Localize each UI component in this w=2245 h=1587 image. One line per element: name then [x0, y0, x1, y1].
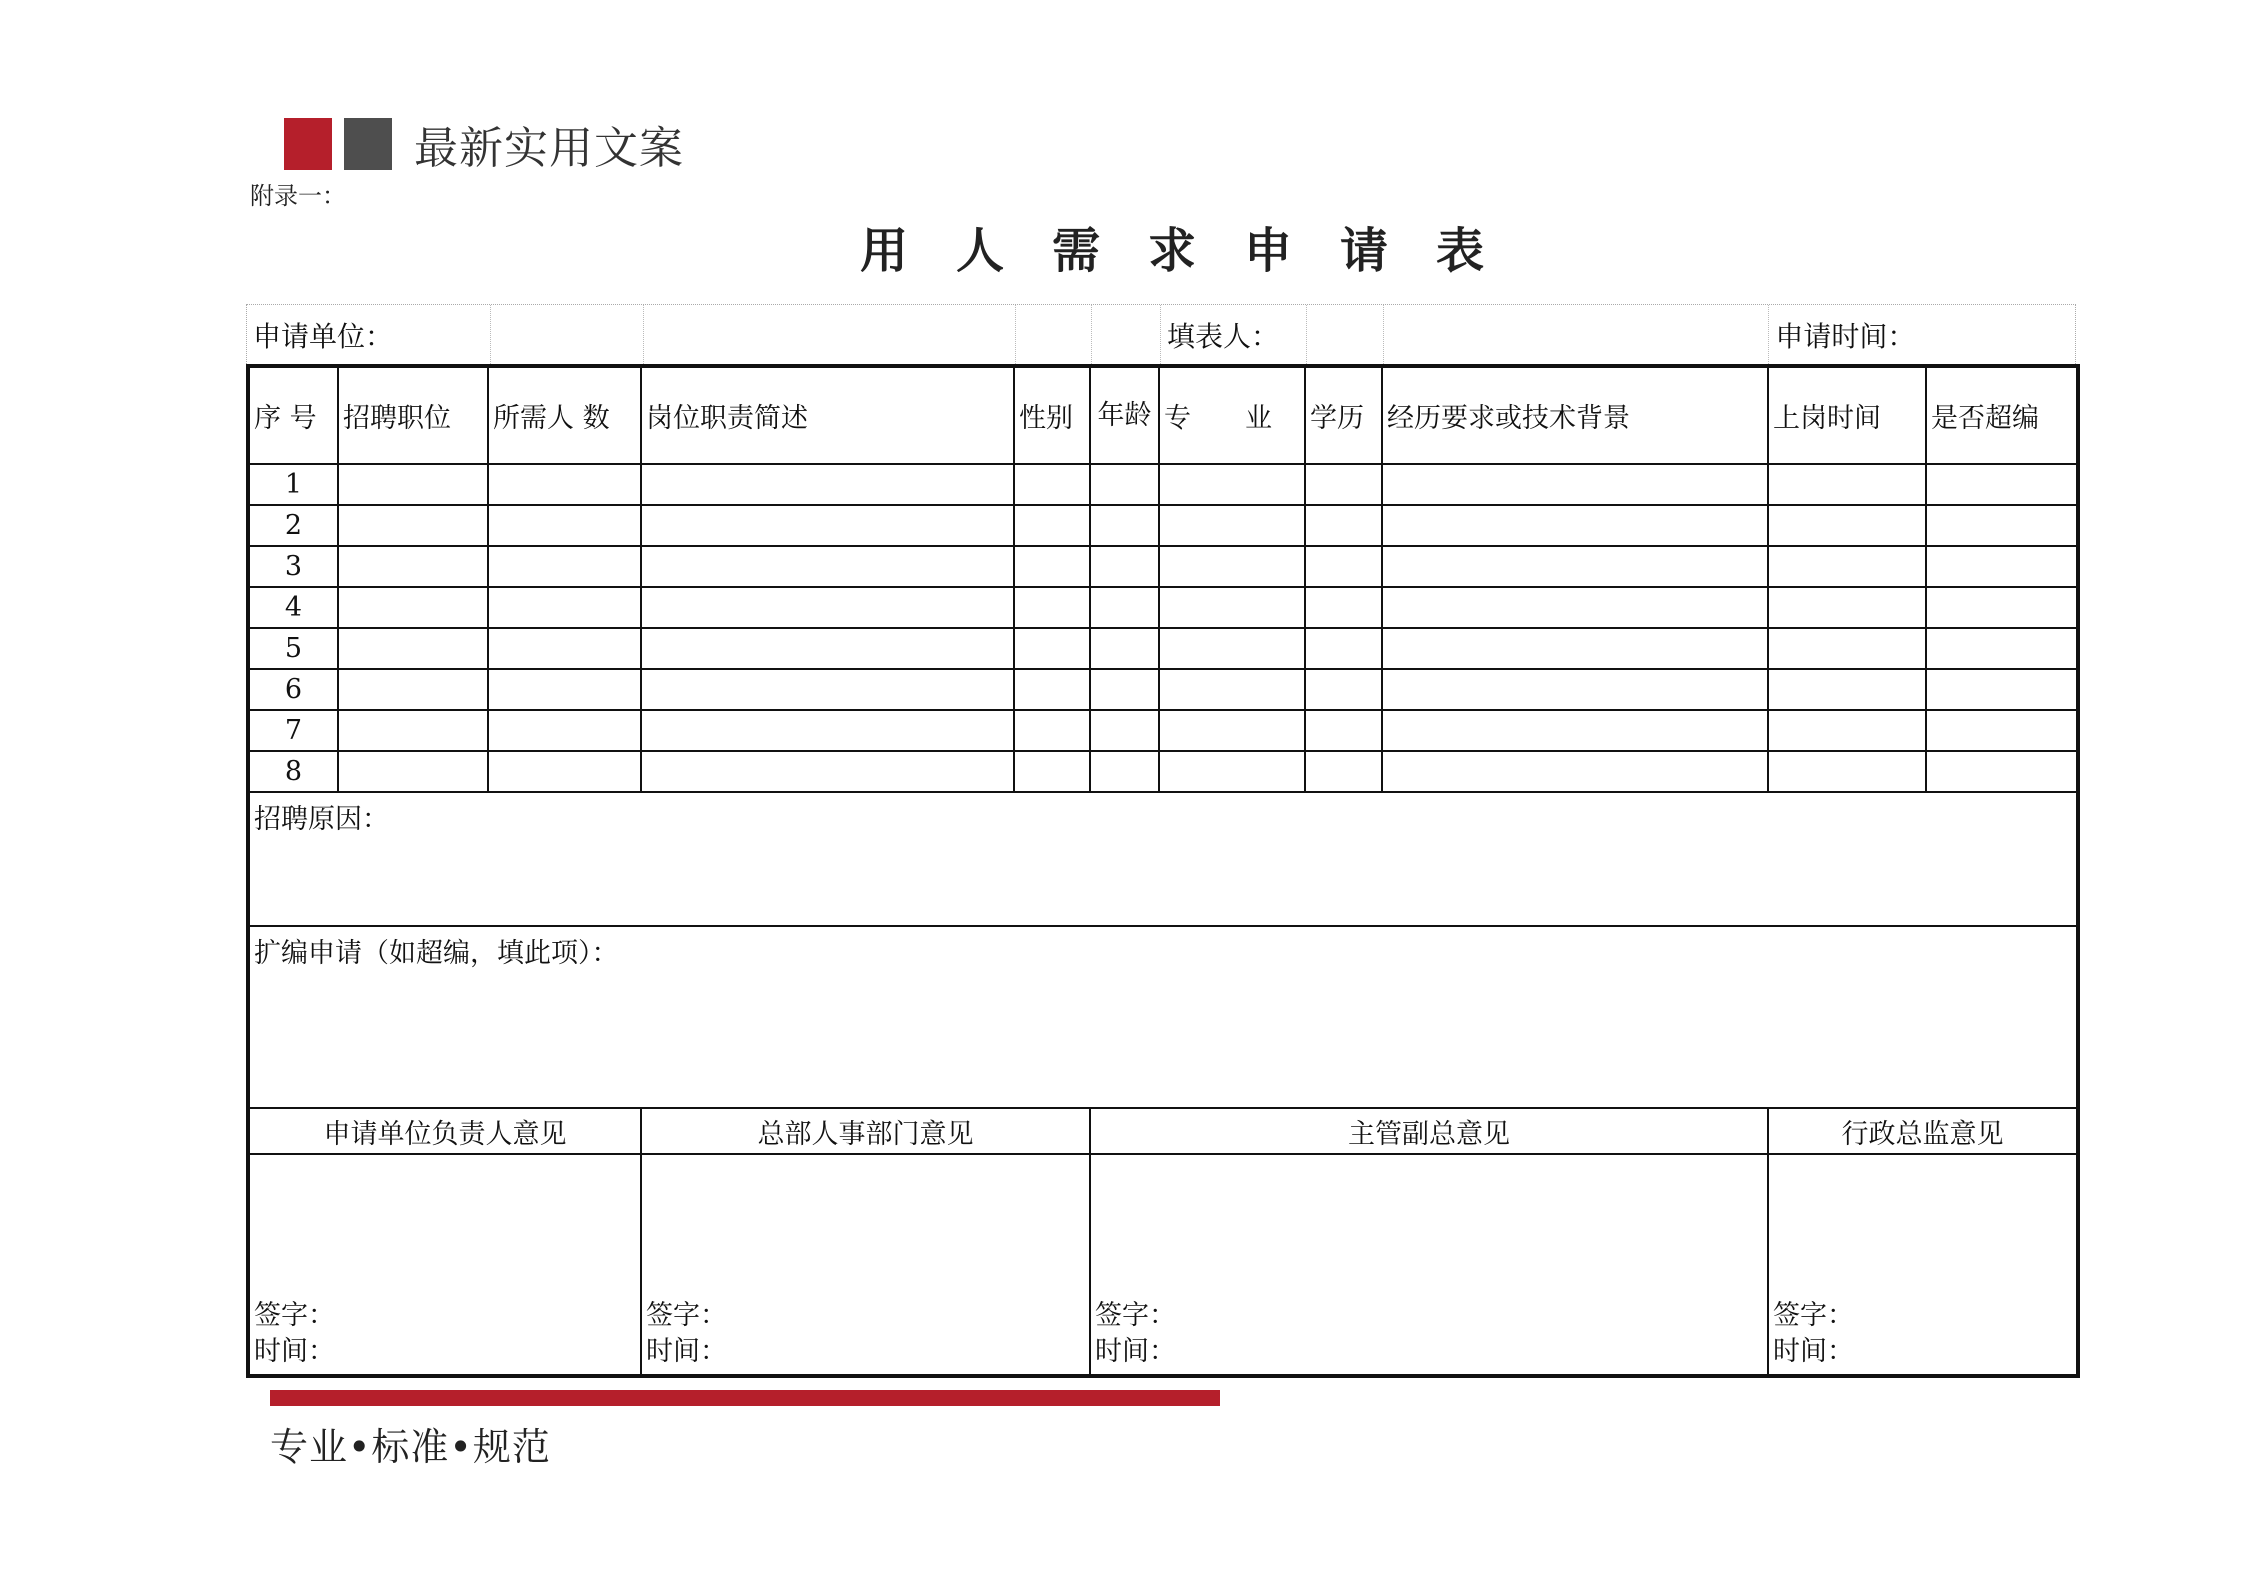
cell-gender[interactable] — [1014, 505, 1090, 546]
cell-gender[interactable] — [1014, 751, 1090, 792]
header-over-quota: 是否超编 — [1926, 366, 2078, 464]
cell-start-date[interactable] — [1768, 710, 1926, 751]
cell-position[interactable] — [338, 628, 488, 669]
signature-label: 签字： — [1095, 1300, 1176, 1331]
cell-duties[interactable] — [641, 751, 1014, 792]
header-gender: 性别 — [1014, 366, 1090, 464]
cell-headcount[interactable] — [488, 505, 641, 546]
cell-age[interactable] — [1090, 464, 1159, 505]
brand-header — [284, 118, 684, 174]
cell-over-quota[interactable] — [1926, 505, 2078, 546]
cell-start-date[interactable] — [1768, 669, 1926, 710]
row-number: 5 — [248, 628, 338, 669]
cell-experience[interactable] — [1382, 751, 1768, 792]
cell-duties[interactable] — [641, 546, 1014, 587]
cell-gender[interactable] — [1014, 587, 1090, 628]
cell-position[interactable] — [338, 546, 488, 587]
recruitment-reason-field[interactable]: 招聘原因： — [248, 792, 2078, 926]
footer-accent-bar — [270, 1390, 1220, 1406]
form-title: 用人需求申请表 — [860, 223, 1533, 279]
cell-gender[interactable] — [1014, 628, 1090, 669]
cell-duties[interactable] — [641, 628, 1014, 669]
cell-position[interactable] — [338, 751, 488, 792]
table-row — [248, 505, 2078, 546]
cell-over-quota[interactable] — [1926, 546, 2078, 587]
application-date-label: 申请时间： — [1775, 319, 1916, 353]
expansion-request-field[interactable]: 扩编申请（如超编，填此项）： — [248, 926, 2078, 1108]
cell-age[interactable] — [1090, 505, 1159, 546]
table-row — [248, 464, 2078, 505]
requisition-table — [246, 364, 2080, 1378]
cell-major[interactable] — [1159, 505, 1305, 546]
opinion-header-hr: 总部人事部门意见 — [641, 1108, 1090, 1154]
cell-major[interactable] — [1159, 710, 1305, 751]
cell-education[interactable] — [1305, 464, 1382, 505]
opinion-header-deputy-gm: 主管副总意见 — [1090, 1108, 1768, 1154]
cell-education[interactable] — [1305, 628, 1382, 669]
cell-education[interactable] — [1305, 669, 1382, 710]
cell-position[interactable] — [338, 464, 488, 505]
header-seq: 序 号 — [248, 366, 338, 464]
form-filler-field[interactable] — [1307, 305, 1384, 364]
cell-headcount[interactable] — [488, 546, 641, 587]
header-headcount: 所需人 数 — [488, 366, 641, 464]
table-row — [248, 751, 2078, 792]
opinion-deputy-gm-field[interactable] — [1090, 1154, 1768, 1376]
cell-headcount[interactable] — [488, 669, 641, 710]
cell-education[interactable] — [1305, 587, 1382, 628]
opinion-header-admin-director: 行政总监意见 — [1768, 1108, 2078, 1154]
expansion-request-row — [248, 926, 2078, 1108]
cell-gender[interactable] — [1014, 546, 1090, 587]
cell-experience[interactable] — [1382, 546, 1768, 587]
header-duties: 岗位职责简述 — [641, 366, 1014, 464]
opinion-unit-head-field[interactable] — [248, 1154, 641, 1376]
cell-experience[interactable] — [1382, 710, 1768, 751]
cell-experience[interactable] — [1382, 505, 1768, 546]
header-start-date: 上岗时间 — [1768, 366, 1926, 464]
row-number: 2 — [248, 505, 338, 546]
cell-over-quota[interactable] — [1926, 669, 2078, 710]
cell-gender[interactable] — [1014, 669, 1090, 710]
cell-start-date[interactable] — [1768, 464, 1926, 505]
signature-label: 签字： — [1773, 1300, 1854, 1331]
form-filler-label: 填表人： — [1161, 305, 1307, 364]
appendix-label: 附录一： — [250, 182, 346, 210]
row-number: 6 — [248, 669, 338, 710]
brand-gray-square — [344, 118, 392, 170]
cell-major[interactable] — [1159, 628, 1305, 669]
cell-duties[interactable] — [641, 505, 1014, 546]
cell-experience[interactable] — [1382, 628, 1768, 669]
cell-major[interactable] — [1159, 669, 1305, 710]
info-row — [246, 304, 2076, 364]
cell-headcount[interactable] — [488, 751, 641, 792]
table-row — [248, 669, 2078, 710]
cell-headcount[interactable] — [488, 464, 641, 505]
cell-age[interactable] — [1090, 546, 1159, 587]
cell-position[interactable] — [338, 710, 488, 751]
cell-start-date[interactable] — [1768, 628, 1926, 669]
header-experience: 经历要求或技术背景 — [1382, 366, 1768, 464]
cell-headcount[interactable] — [488, 710, 641, 751]
table-row — [248, 546, 2078, 587]
cell-duties[interactable] — [641, 669, 1014, 710]
cell-over-quota[interactable] — [1926, 751, 2078, 792]
cell-start-date[interactable] — [1768, 546, 1926, 587]
table-row — [248, 628, 2078, 669]
table-row — [248, 710, 2078, 751]
signature-label: 签字： — [646, 1300, 727, 1331]
blank-cell — [1016, 305, 1092, 364]
cell-duties[interactable] — [641, 464, 1014, 505]
cell-education[interactable] — [1305, 546, 1382, 587]
cell-over-quota[interactable] — [1926, 464, 2078, 505]
cell-duties[interactable] — [641, 710, 1014, 751]
opinion-header-unit-head: 申请单位负责人意见 — [248, 1108, 641, 1154]
time-label: 时间： — [254, 1336, 335, 1367]
cell-age[interactable] — [1090, 628, 1159, 669]
opinion-body-row — [248, 1154, 2078, 1376]
cell-experience[interactable] — [1382, 669, 1768, 710]
cell-over-quota[interactable] — [1926, 587, 2078, 628]
cell-experience[interactable] — [1382, 464, 1768, 505]
row-number: 3 — [248, 546, 338, 587]
row-number: 7 — [248, 710, 338, 751]
applicant-unit-field[interactable] — [491, 305, 644, 364]
header-age: 年龄 — [1090, 366, 1159, 464]
cell-position[interactable] — [338, 669, 488, 710]
brand-text: 最新实用文案 — [414, 123, 684, 174]
cell-gender[interactable] — [1014, 464, 1090, 505]
cell-position[interactable] — [338, 505, 488, 546]
row-number: 4 — [248, 587, 338, 628]
cell-over-quota[interactable] — [1926, 710, 2078, 751]
applicant-unit-label: 申请单位： — [247, 305, 491, 364]
header-major: 专 业 — [1159, 366, 1305, 464]
cell-start-date[interactable] — [1768, 587, 1926, 628]
applicant-unit-field-2[interactable] — [644, 305, 1017, 364]
signature-label: 签字： — [254, 1300, 335, 1331]
cell-age[interactable] — [1090, 587, 1159, 628]
cell-major[interactable] — [1159, 546, 1305, 587]
footer-slogan: 专业•标准•规范 — [270, 1425, 551, 1469]
cell-major[interactable] — [1159, 587, 1305, 628]
cell-age[interactable] — [1090, 751, 1159, 792]
cell-education[interactable] — [1305, 710, 1382, 751]
cell-over-quota[interactable] — [1926, 628, 2078, 669]
row-number: 8 — [248, 751, 338, 792]
time-label: 时间： — [1095, 1336, 1176, 1367]
time-label: 时间： — [646, 1336, 727, 1367]
brand-red-square — [284, 118, 332, 170]
opinion-hr-field[interactable] — [641, 1154, 1090, 1376]
opinion-admin-director-field[interactable] — [1768, 1154, 2078, 1376]
opinion-header-row — [248, 1108, 2078, 1154]
cell-position[interactable] — [338, 587, 488, 628]
cell-headcount[interactable] — [488, 628, 641, 669]
cell-major[interactable] — [1159, 751, 1305, 792]
blank-cell — [1092, 305, 1161, 364]
header-education: 学历 — [1305, 366, 1382, 464]
form-filler-field-2[interactable] — [1384, 305, 1770, 364]
table-header-row — [248, 366, 2078, 464]
header-position: 招聘职位 — [338, 366, 488, 464]
cell-start-date[interactable] — [1768, 751, 1926, 792]
recruitment-reason-row — [248, 792, 2078, 926]
cell-experience[interactable] — [1382, 587, 1768, 628]
cell-age[interactable] — [1090, 669, 1159, 710]
cell-headcount[interactable] — [488, 587, 641, 628]
cell-gender[interactable] — [1014, 710, 1090, 751]
cell-education[interactable] — [1305, 505, 1382, 546]
cell-start-date[interactable] — [1768, 505, 1926, 546]
time-label: 时间： — [1773, 1336, 1854, 1367]
cell-duties[interactable] — [641, 587, 1014, 628]
cell-education[interactable] — [1305, 751, 1382, 792]
row-number: 1 — [248, 464, 338, 505]
cell-age[interactable] — [1090, 710, 1159, 751]
cell-major[interactable] — [1159, 464, 1305, 505]
table-row — [248, 587, 2078, 628]
